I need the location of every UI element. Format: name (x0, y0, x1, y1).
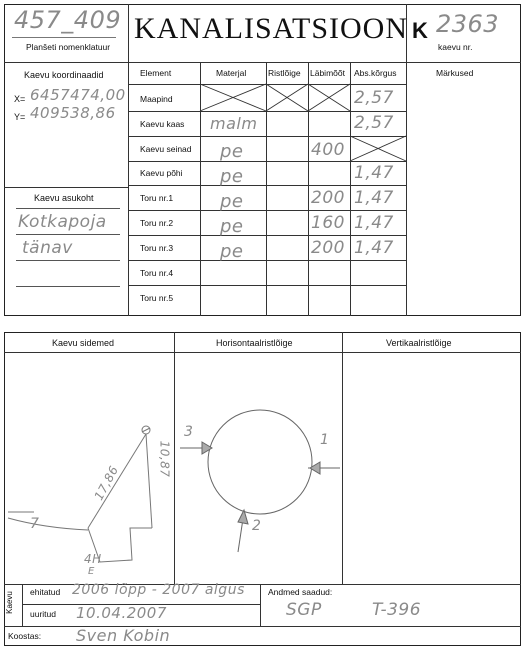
side-label: Kaevu (4, 591, 14, 614)
cell-diameter: 160 (311, 213, 345, 233)
x-value: 6457474,00 (30, 86, 126, 104)
cell-diameter: 400 (311, 140, 345, 160)
cell-abs: 2,57 (354, 113, 394, 133)
cell-abs: 1,47 (354, 213, 394, 233)
sheet-label: Planšeti nomenklatuur (26, 42, 111, 52)
built-label: ehitatud (30, 587, 61, 597)
cell-diameter: 200 (311, 238, 345, 258)
col-diameter: Läbimõõt (310, 68, 345, 78)
measured-value: 10.04.2007 (76, 604, 167, 622)
coords-label: Kaevu koordinaadid (24, 70, 104, 80)
row-label: Kaevu põhi (140, 168, 183, 178)
col-notes: Märkused (436, 68, 474, 78)
well-number: 2363 (436, 10, 500, 38)
well-label: kaevu nr. (438, 42, 473, 52)
cell-material: pe (220, 191, 244, 212)
author-value: Sven Kobin (76, 626, 171, 645)
building-2: 4H (84, 552, 102, 566)
horizontal-label: Horisontaalristlõige (216, 338, 293, 348)
measured-label: uuritud (30, 609, 56, 619)
col-section: Ristlõige (268, 68, 301, 78)
author-label: Koostas: (8, 631, 42, 641)
cell-abs: 1,47 (354, 238, 394, 258)
x-prefix: X= (14, 94, 26, 104)
y-prefix: Y= (14, 112, 26, 122)
dist-2: 10,87 (157, 440, 172, 478)
location-line1: Kotkapoja (18, 212, 107, 232)
row-label: Toru nr.4 (140, 268, 174, 278)
y-value: 409538,86 (30, 104, 116, 122)
built-value: 2006 lõpp - 2007 algus (72, 582, 245, 598)
row-label: Toru nr.1 (140, 193, 174, 203)
ties-label: Kaevu sidemed (52, 338, 115, 348)
sheet-number: 457_409 (14, 6, 122, 34)
cell-abs: 1,47 (354, 188, 394, 208)
cell-material: pe (220, 166, 244, 187)
ties-sketch (4, 352, 174, 582)
data-label: Andmed saadud: (268, 587, 333, 597)
pipe-1-label: 1 (320, 432, 330, 448)
data-value-1: SGP (286, 600, 322, 620)
cell-abs: 1,47 (354, 163, 394, 183)
vertical-label: Vertikaalristlõige (386, 338, 452, 348)
location-line2: tänav (22, 238, 73, 258)
k-letter: K (412, 18, 428, 43)
horizontal-sketch (174, 352, 342, 582)
pipe-3-label: 3 (184, 424, 194, 440)
building-1: 7 (30, 516, 40, 532)
row-label: Maapind (140, 94, 173, 104)
row-label: Toru nr.2 (140, 218, 174, 228)
divider (22, 584, 23, 626)
row-label: Toru nr.5 (140, 293, 174, 303)
cell-material: pe (220, 241, 244, 262)
divider (260, 584, 261, 626)
col-element: Element (140, 68, 172, 78)
cell-diameter: 200 (311, 188, 345, 208)
location-label: Kaevu asukoht (34, 193, 94, 203)
divider (342, 332, 343, 584)
cell-material: malm (210, 114, 258, 133)
cell-abs: 2,57 (354, 88, 394, 108)
cell-material: pe (220, 216, 244, 237)
col-material: Materjal (216, 68, 247, 78)
col-abs: Abs.kõrgus (354, 68, 397, 78)
building-3: E (88, 566, 95, 577)
row-label: Kaevu kaas (140, 119, 185, 129)
row-label: Kaevu seinad (140, 144, 192, 154)
cell-material: pe (220, 141, 244, 162)
dist-1: 17,86 (91, 463, 122, 503)
data-value-2: T-396 (372, 600, 422, 620)
page-title: KANALISATSIOON (134, 12, 408, 45)
pipe-2-label: 2 (252, 518, 262, 534)
row-label: Toru nr.3 (140, 243, 174, 253)
